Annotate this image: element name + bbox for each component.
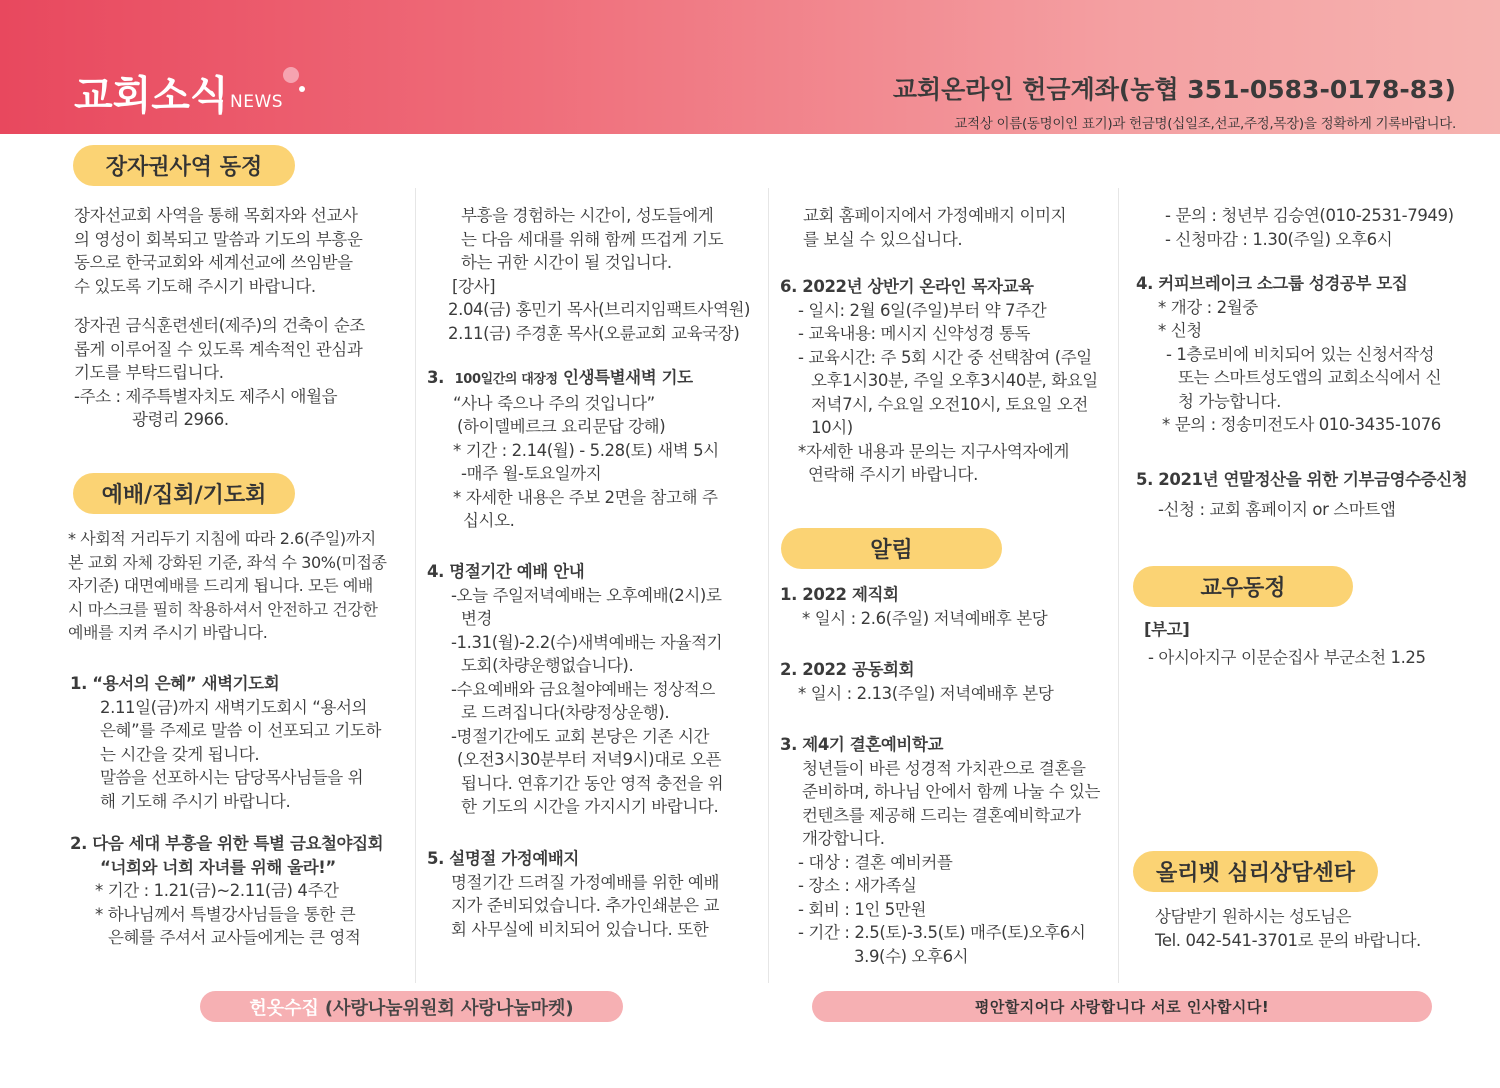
- notice-item-1: 1. 2022 제직회 * 일시 : 2.6(주일) 저녁예배후 본당: [780, 585, 1048, 628]
- column-divider: [415, 188, 416, 983]
- column-divider: [1118, 188, 1119, 983]
- col4-top: - 문의 : 청년부 김승연(010-2531-7949) - 신청마감 : 1.30(주일) 오후6시: [1165, 206, 1454, 249]
- lecturer-line: 2.04(금) 홍민기 목사(브리지임팩트사역원): [448, 300, 751, 319]
- lecturer-heading: [강사]: [452, 276, 496, 296]
- column-divider: [768, 188, 769, 983]
- worship-note: * 사회적 거리두기 지침에 따라 2.6(주일)까지 본 교회 자체 강화된 기준, 좌석 수 30%(미접종 자기준) 대면예배를 드리게 됩니다. 모든 예배 시 마스크를 필히 착용하셔서 안전하고 건강한 예배를 지켜 주시기 바랍니다.: [68, 529, 387, 642]
- lecturer-line: 2.11(금) 주경훈 목사(오륜교회 교육국장): [448, 323, 740, 343]
- section-worship: 예배/집회/기도회: [73, 473, 295, 514]
- address-line: 광령리 2966.: [132, 410, 229, 429]
- worship-item-5: 5. 설명절 가정예배지 명절기간 드려질 가정예배를 위한 예배 지가 준비되었습니다. 추가인쇄분은 교 회 사무실에 비치되어 있습니다. 또한: [427, 849, 720, 939]
- members-news: [부고] - 아시아지구 이문순집사 부군소천 1.25: [1144, 620, 1426, 667]
- notice-item-3: 3. 제4기 결혼예비학교 청년들이 바른 성경적 가치관으로 결혼을 준비하며, 하나님 안에서 함께 나눌 수 있는 컨텐츠를 제공해 드리는 결혼예비학교가 개강합니다. - 대상 : 결혼 예비커플 - 장소 : 새가족실 - 회비 : 1인 5만원 - 기간 : 2.5(토)-3.5(토) 매주(토)오후6시 3.9(수) 오후6시: [780, 735, 1101, 966]
- col2-top: 부흥을 경험하는 시간이, 성도들에게 는 다음 세대를 위해 함께 뜨겁게 기도 하는 귀한 시간이 될 것입니다. [강사] 2.04(금) 홍민기 목사(브리지임팩트사역원) 2.11(금) 주경훈 목사(오륜교회 교육국장): [448, 204, 750, 345]
- notice-item-2: 2. 2022 공동희회 * 일시 : 2.13(주일) 저녁예배후 본당: [780, 660, 1054, 703]
- section-notice: 알림: [781, 528, 1002, 569]
- footer-greeting: 평안할지어다 사랑합니다 서로 인사합시다!: [812, 991, 1432, 1022]
- worship-item-3: 3. 100일간의 대장정 인생특별새벽 기도 “사나 죽으나 주의 것입니다” (하이델베르크 요리문답 강해) * 기간 : 2.14(월) - 5.28(토) 새벽 5시 -매주 월-토요일까지 * 자세한 내용은 주보 2면을 참고해 주 십시오.: [427, 368, 719, 530]
- footer-accent-label: 헌옷수집: [249, 997, 319, 1019]
- notice-item-4: 4. 커피브레이크 소그룹 성경공부 모집 * 개강 : 2월중 * 신청 - 1층로비에 비치되어 있는 신청서작성 또는 스마트성도앱의 교회소식에서 신 청 가능합니다. * 문의 : 정송미전도사 010-3435-1076: [1136, 274, 1442, 434]
- jangja-paragraph-1: 장자선교회 사역을 통해 목회자와 선교사 의 영성이 회복되고 말씀과 기도의 부흥운 동으로 한국교회와 세계선교에 쓰임받을 수 있도록 기도해 주시기 바랍니다.: [74, 206, 363, 296]
- account-info: [893, 70, 1456, 132]
- brand-title: 교회소식: [74, 73, 229, 119]
- decor-dot-icon: [283, 67, 299, 83]
- worship-item-4: 4. 명절기간 예배 안내 -오늘 주일저녁예배는 오후예배(2시)로 변경 -1.31(월)-2.2(수)새벽예배는 자율적기 도회(차량운행없습니다). -수요예배와 금요철야예배는 정상적으 로 드려집니다(차량정상운행). -명절기간에도 교회 본당은 기존 시간 (오전3시30분부터 저녁9시)대로 오픈 됩니다. 연휴기간 동안 영적 충전을 위 한 기도의 시간을 가지시기 바랍니다.: [427, 562, 724, 816]
- jangja-paragraph-2: 장자권 금식훈련센터(제주)의 건축이 순조 롭게 이루어질 수 있도록 계속적인 관심과 기도를 부탁드립니다. -주소 : 제주특별자치도 제주시 애월읍 광령리 2966.: [74, 314, 365, 432]
- notice-item-5: 5. 2021년 연말정산을 위한 기부금영수증신청 -신청 : 교회 홈페이지 or 스마트앱: [1136, 470, 1468, 519]
- section-olivet: 올리벳 심리상담센타: [1133, 851, 1378, 892]
- header-banner: [0, 0, 1500, 134]
- account-note: 교적상 이름(동명이인 표기)과 헌금명(십일조,선교,주정,목장)을 정확하게 기록바랍니다.: [954, 116, 1456, 132]
- decor-dot-small-icon: [299, 86, 305, 92]
- section-members: 교우동정: [1133, 566, 1353, 607]
- olivet-info: 상담받기 원하시는 성도님은 Tel. 042-541-3701로 문의 바랍니다.: [1155, 907, 1421, 950]
- worship-item-1: 1. “용서의 은혜” 새벽기도회 2.11일(금)까지 새벽기도회시 “용서의 은혜”를 주제로 말씀 이 선포되고 기도하 는 시간을 갖게 됩니다. 말씀을 선포하시는 담당목사님들을 위 해 기도해 주시기 바랍니다.: [70, 674, 381, 811]
- worship-item-2: 2. 다음 세대 부흥을 위한 특별 금요철야집회 “너희와 너희 자녀를 위해 울라!” * 기간 : 1.21(금)~2.11(금) 4주간 * 하나님께서 특별강사님들을 통한 큰 은혜를 주셔서 교사들에게는 큰 영적: [70, 834, 384, 947]
- footer-clothing-collection: [200, 991, 623, 1022]
- col3-top: 교회 홈페이지에서 가정예배지 이미지 를 보실 수 있으십니다.: [803, 206, 1067, 249]
- footer-left-text: (사랑나눔위원회 사랑나눔마켓): [324, 997, 574, 1019]
- address-line: -주소 : 제주특별자치도 제주시 애월읍: [74, 386, 338, 406]
- account-title: 교회온라인 헌금계좌(농협 351-0583-0178-83): [892, 75, 1456, 104]
- worship-item-6: 6. 2022년 상반기 온라인 목자교육 - 일시: 2월 6일(주일)부터 약 7주간 - 교육내용: 메시지 신약성경 통독 - 교육시간: 주 5회 시간 중 선택참여 (주일 오후1시30분, 주일 오후3시40분, 화요일 저녁7시, 수요일 오전10시, 토요일 오전 10시) *자세한 내용과 문의는 지구사역자에게 연락해 주시기 바랍니다.: [780, 277, 1098, 484]
- brand-subtitle: NEWS: [230, 92, 284, 112]
- section-jangja: 장자권사역 동정: [73, 145, 295, 186]
